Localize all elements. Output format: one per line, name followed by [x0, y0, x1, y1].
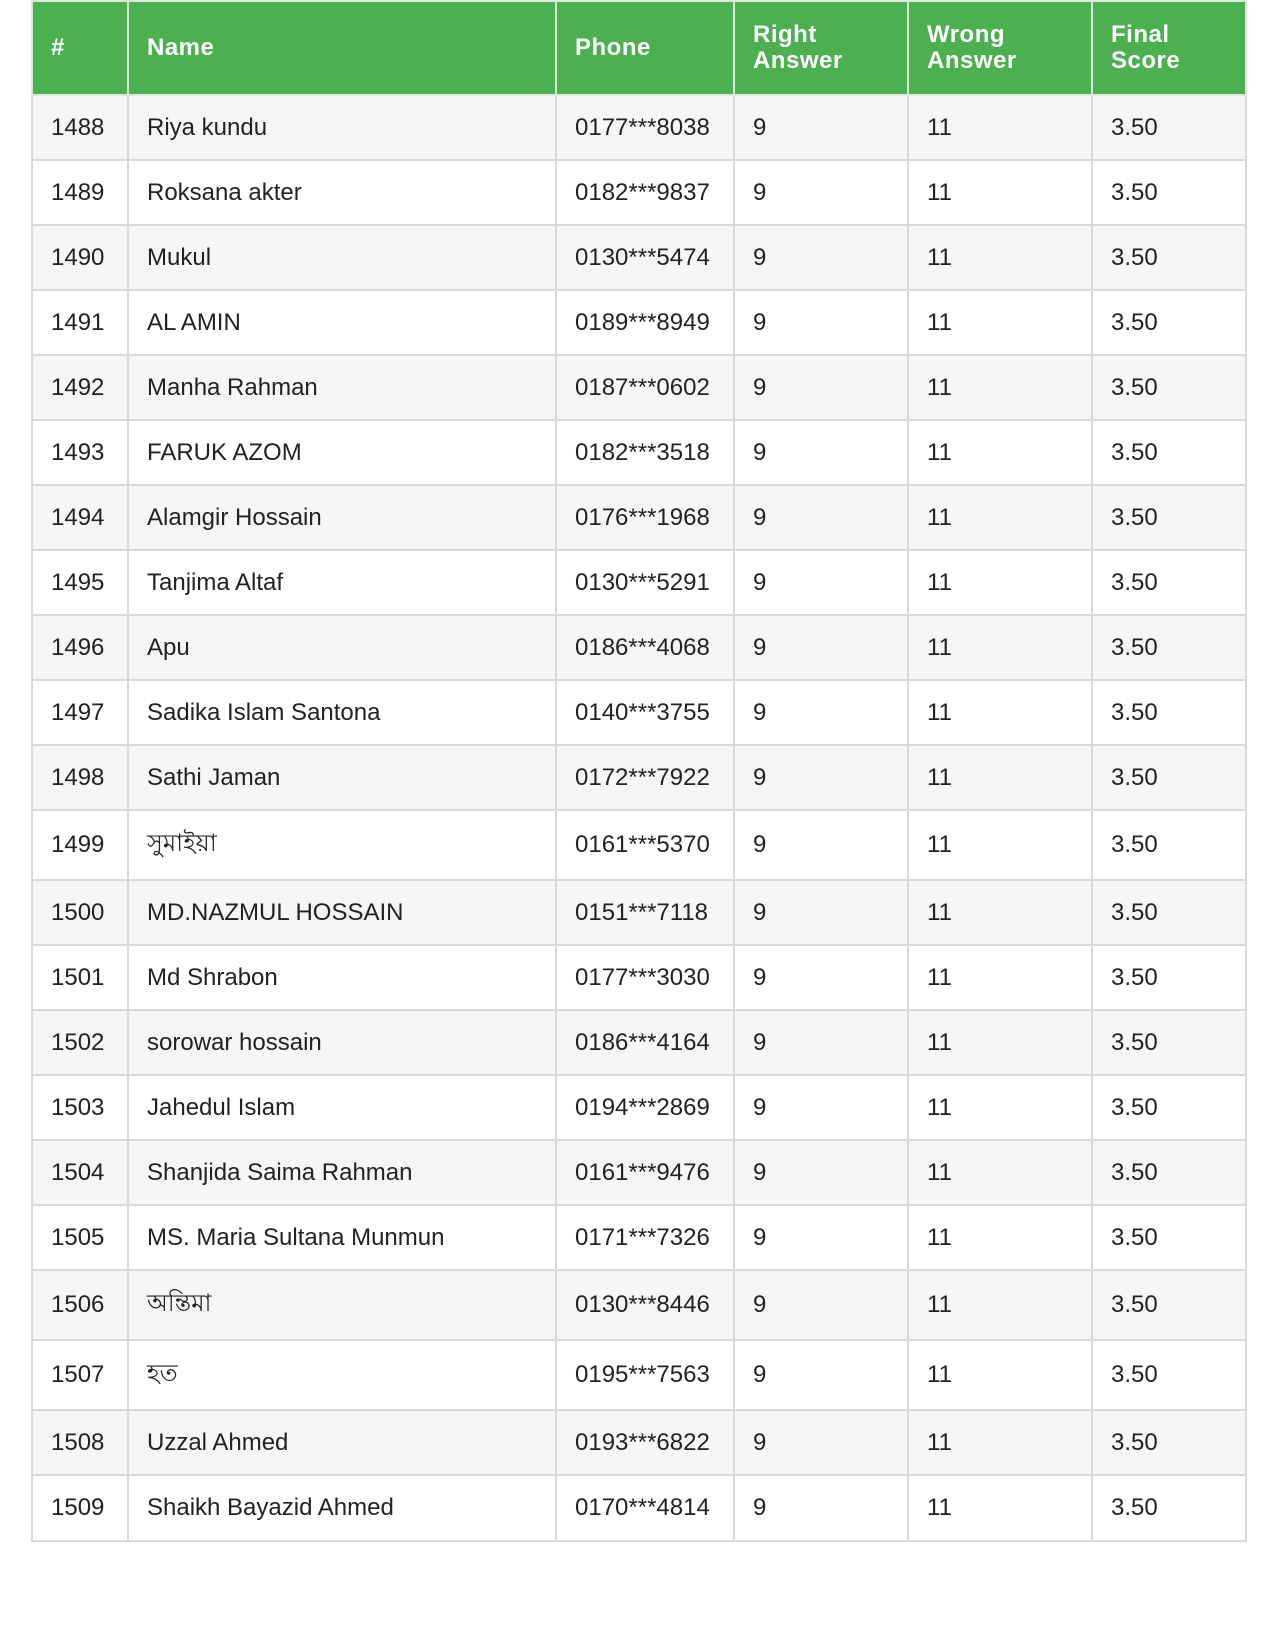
table-row [32, 680, 1246, 745]
cell-right-answer: 9 [734, 1270, 908, 1340]
table-body [32, 95, 1246, 1541]
cell-phone: 0186***4068 [556, 615, 734, 680]
cell-wrong-answer: 11 [908, 420, 1092, 485]
cell-right-answer: 9 [734, 1205, 908, 1270]
cell-final-score: 3.50 [1092, 1010, 1246, 1075]
table-row [32, 1140, 1246, 1205]
table-row [32, 290, 1246, 355]
cell-wrong-answer: 11 [908, 355, 1092, 420]
cell-number: 1508 [32, 1410, 128, 1475]
cell-wrong-answer: 11 [908, 745, 1092, 810]
header-row [32, 1, 1246, 95]
column-header-final-score-line1: Final [1111, 21, 1170, 48]
cell-name: Shaikh Bayazid Ahmed [128, 1475, 556, 1541]
cell-right-answer: 9 [734, 810, 908, 880]
table-row [32, 1270, 1246, 1340]
cell-right-answer: 9 [734, 355, 908, 420]
cell-wrong-answer: 11 [908, 160, 1092, 225]
cell-phone: 0194***2869 [556, 1075, 734, 1140]
cell-number: 1505 [32, 1205, 128, 1270]
cell-right-answer: 9 [734, 95, 908, 160]
cell-phone: 0140***3755 [556, 680, 734, 745]
cell-wrong-answer: 11 [908, 880, 1092, 945]
cell-name: Jahedul Islam [128, 1075, 556, 1140]
cell-number: 1489 [32, 160, 128, 225]
cell-phone: 0187***0602 [556, 355, 734, 420]
cell-number: 1501 [32, 945, 128, 1010]
cell-wrong-answer: 11 [908, 1340, 1092, 1410]
cell-phone: 0171***7326 [556, 1205, 734, 1270]
cell-final-score: 3.50 [1092, 945, 1246, 1010]
cell-final-score: 3.50 [1092, 880, 1246, 945]
cell-final-score: 3.50 [1092, 160, 1246, 225]
column-header-right-answer-line2: Answer [753, 47, 843, 74]
cell-final-score: 3.50 [1092, 1270, 1246, 1340]
cell-number: 1494 [32, 485, 128, 550]
cell-phone: 0130***5291 [556, 550, 734, 615]
cell-final-score: 3.50 [1092, 420, 1246, 485]
table-row [32, 1075, 1246, 1140]
table-row [32, 485, 1246, 550]
cell-wrong-answer: 11 [908, 1205, 1092, 1270]
cell-phone: 0176***1968 [556, 485, 734, 550]
table-row [32, 225, 1246, 290]
cell-wrong-answer: 11 [908, 1475, 1092, 1541]
cell-right-answer: 9 [734, 1010, 908, 1075]
cell-right-answer: 9 [734, 680, 908, 745]
cell-name: Roksana akter [128, 160, 556, 225]
cell-number: 1504 [32, 1140, 128, 1205]
table-row [32, 1010, 1246, 1075]
cell-name: Tanjima Altaf [128, 550, 556, 615]
cell-final-score: 3.50 [1092, 615, 1246, 680]
cell-phone: 0182***3518 [556, 420, 734, 485]
cell-right-answer: 9 [734, 550, 908, 615]
cell-wrong-answer: 11 [908, 810, 1092, 880]
cell-right-answer: 9 [734, 1410, 908, 1475]
cell-name: MS. Maria Sultana Munmun [128, 1205, 556, 1270]
cell-phone: 0130***5474 [556, 225, 734, 290]
cell-wrong-answer: 11 [908, 1075, 1092, 1140]
table-row [32, 95, 1246, 160]
cell-final-score: 3.50 [1092, 1140, 1246, 1205]
cell-name: হত [128, 1340, 556, 1410]
cell-right-answer: 9 [734, 160, 908, 225]
cell-final-score: 3.50 [1092, 680, 1246, 745]
column-header-name [128, 1, 556, 95]
cell-number: 1503 [32, 1075, 128, 1140]
cell-final-score: 3.50 [1092, 225, 1246, 290]
cell-phone: 0177***3030 [556, 945, 734, 1010]
cell-wrong-answer: 11 [908, 550, 1092, 615]
cell-number: 1491 [32, 290, 128, 355]
cell-number: 1500 [32, 880, 128, 945]
cell-wrong-answer: 11 [908, 680, 1092, 745]
cell-right-answer: 9 [734, 880, 908, 945]
cell-right-answer: 9 [734, 225, 908, 290]
table-row [32, 160, 1246, 225]
cell-phone: 0172***7922 [556, 745, 734, 810]
cell-wrong-answer: 11 [908, 485, 1092, 550]
cell-number: 1499 [32, 810, 128, 880]
cell-number: 1497 [32, 680, 128, 745]
table-row [32, 1340, 1246, 1410]
cell-right-answer: 9 [734, 1140, 908, 1205]
cell-name: MD.NAZMUL HOSSAIN [128, 880, 556, 945]
cell-phone: 0170***4814 [556, 1475, 734, 1541]
cell-final-score: 3.50 [1092, 1340, 1246, 1410]
cell-final-score: 3.50 [1092, 550, 1246, 615]
column-header-wrong-answer-line2: Answer [927, 47, 1017, 74]
cell-number: 1488 [32, 95, 128, 160]
cell-final-score: 3.50 [1092, 810, 1246, 880]
cell-name: FARUK AZOM [128, 420, 556, 485]
cell-name: Alamgir Hossain [128, 485, 556, 550]
cell-right-answer: 9 [734, 1340, 908, 1410]
cell-phone: 0130***8446 [556, 1270, 734, 1340]
cell-wrong-answer: 11 [908, 290, 1092, 355]
column-header-right-answer-line1: Right [753, 21, 817, 48]
cell-right-answer: 9 [734, 745, 908, 810]
cell-final-score: 3.50 [1092, 355, 1246, 420]
cell-number: 1495 [32, 550, 128, 615]
cell-wrong-answer: 11 [908, 1410, 1092, 1475]
cell-final-score: 3.50 [1092, 290, 1246, 355]
cell-name: Riya kundu [128, 95, 556, 160]
table-row [32, 945, 1246, 1010]
column-header-number [32, 1, 128, 95]
table-row [32, 1205, 1246, 1270]
cell-phone: 0189***8949 [556, 290, 734, 355]
cell-name: সুমাইয়া [128, 810, 556, 880]
cell-final-score: 3.50 [1092, 95, 1246, 160]
cell-final-score: 3.50 [1092, 1410, 1246, 1475]
cell-final-score: 3.50 [1092, 1205, 1246, 1270]
cell-right-answer: 9 [734, 290, 908, 355]
cell-final-score: 3.50 [1092, 745, 1246, 810]
cell-name: Md Shrabon [128, 945, 556, 1010]
table-row [32, 355, 1246, 420]
cell-number: 1496 [32, 615, 128, 680]
results-table [31, 0, 1247, 1542]
cell-wrong-answer: 11 [908, 1270, 1092, 1340]
column-header-wrong-answer-line1: Wrong [927, 21, 1006, 48]
cell-wrong-answer: 11 [908, 1010, 1092, 1075]
column-header-phone [556, 1, 734, 95]
column-header-final-score [1092, 1, 1246, 95]
cell-final-score: 3.50 [1092, 1475, 1246, 1541]
cell-name: Mukul [128, 225, 556, 290]
cell-name: AL AMIN [128, 290, 556, 355]
cell-right-answer: 9 [734, 1475, 908, 1541]
column-header-phone-label: Phone [575, 34, 651, 61]
cell-name: অন্তিমা [128, 1270, 556, 1340]
table-row [32, 420, 1246, 485]
cell-wrong-answer: 11 [908, 95, 1092, 160]
cell-phone: 0151***7118 [556, 880, 734, 945]
cell-number: 1507 [32, 1340, 128, 1410]
cell-number: 1502 [32, 1010, 128, 1075]
cell-name: sorowar hossain [128, 1010, 556, 1075]
cell-number: 1493 [32, 420, 128, 485]
table-row [32, 615, 1246, 680]
cell-phone: 0161***9476 [556, 1140, 734, 1205]
cell-name: Manha Rahman [128, 355, 556, 420]
cell-phone: 0193***6822 [556, 1410, 734, 1475]
cell-wrong-answer: 11 [908, 1140, 1092, 1205]
cell-phone: 0182***9837 [556, 160, 734, 225]
table-row [32, 880, 1246, 945]
cell-number: 1506 [32, 1270, 128, 1340]
cell-name: Uzzal Ahmed [128, 1410, 556, 1475]
table-header [32, 1, 1246, 95]
cell-name: Shanjida Saima Rahman [128, 1140, 556, 1205]
cell-right-answer: 9 [734, 615, 908, 680]
cell-phone: 0195***7563 [556, 1340, 734, 1410]
cell-phone: 0161***5370 [556, 810, 734, 880]
cell-right-answer: 9 [734, 485, 908, 550]
cell-phone: 0186***4164 [556, 1010, 734, 1075]
cell-right-answer: 9 [734, 1075, 908, 1140]
cell-wrong-answer: 11 [908, 615, 1092, 680]
column-header-right-answer [734, 1, 908, 95]
cell-phone: 0177***8038 [556, 95, 734, 160]
cell-number: 1490 [32, 225, 128, 290]
table-row [32, 1410, 1246, 1475]
cell-final-score: 3.50 [1092, 1075, 1246, 1140]
cell-wrong-answer: 11 [908, 225, 1092, 290]
column-header-number-label: # [51, 34, 65, 61]
cell-number: 1492 [32, 355, 128, 420]
cell-right-answer: 9 [734, 945, 908, 1010]
column-header-final-score-line2: Score [1111, 47, 1181, 74]
table-row [32, 810, 1246, 880]
column-header-name-label: Name [147, 34, 215, 61]
cell-wrong-answer: 11 [908, 945, 1092, 1010]
cell-name: Sathi Jaman [128, 745, 556, 810]
cell-right-answer: 9 [734, 420, 908, 485]
table-row [32, 1475, 1246, 1541]
cell-final-score: 3.50 [1092, 485, 1246, 550]
column-header-wrong-answer [908, 1, 1092, 95]
cell-number: 1509 [32, 1475, 128, 1541]
cell-number: 1498 [32, 745, 128, 810]
cell-name: Sadika Islam Santona [128, 680, 556, 745]
cell-name: Apu [128, 615, 556, 680]
table-row [32, 745, 1246, 810]
table-row [32, 550, 1246, 615]
